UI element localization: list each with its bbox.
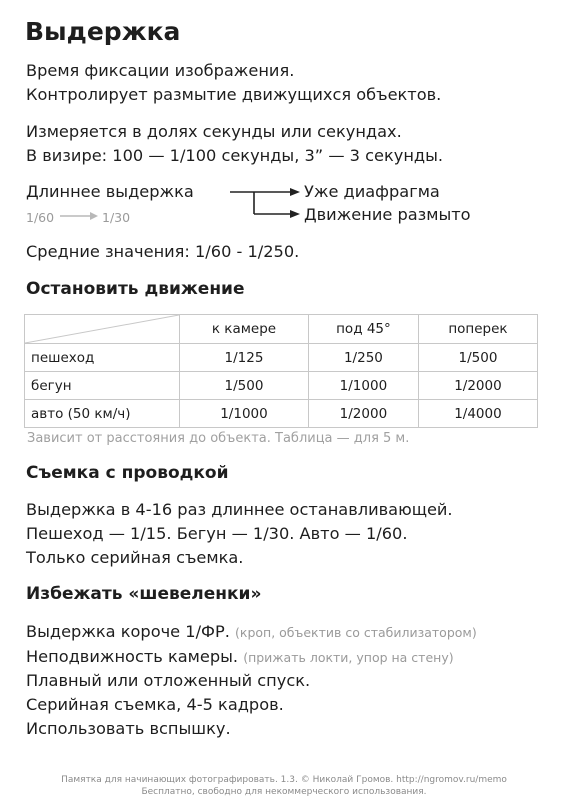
- table-note: Зависит от расстояния до объекта. Таблица — для 5 м.: [27, 431, 410, 446]
- row-label: авто (50 км/ч): [25, 400, 180, 428]
- table-cell: 1/4000: [418, 400, 537, 428]
- effect-aperture: Уже диафрагма: [304, 182, 440, 201]
- stop-motion-table: [24, 314, 538, 428]
- footer-line-2: Бесплатно, свободно для некоммерческого использования.: [141, 787, 427, 797]
- shake-item-4: Серийная съемка, 4-5 кадров.: [26, 695, 284, 714]
- table-header-row: [25, 315, 538, 344]
- shake-item-1-hint: (кроп, объектив со стабилизатором): [235, 625, 477, 640]
- table-row: [25, 372, 538, 400]
- shake-item-1: [26, 621, 477, 644]
- panning-heading: Съемка с проводкой: [26, 463, 229, 483]
- intro-line-1: Время фиксации изображения.: [26, 61, 295, 80]
- table-cell: 1/500: [418, 344, 537, 372]
- page-title: Выдержка: [25, 17, 181, 46]
- stop-motion-heading: Остановить движение: [26, 279, 245, 299]
- diagonal-line: [25, 315, 179, 343]
- shake-item-1-text: Выдержка короче 1/ФР.: [26, 622, 230, 641]
- shutter-to: 1/30: [102, 210, 131, 225]
- row-label: бегун: [25, 372, 180, 400]
- table-row: [25, 400, 538, 428]
- table-cell: 1/250: [308, 344, 418, 372]
- shake-item-2: [26, 646, 454, 669]
- column-header: к камере: [180, 315, 309, 344]
- shake-item-2-hint: (прижать локти, упор на стену): [243, 650, 454, 665]
- average-values: Средние значения: 1/60 - 1/250.: [26, 242, 300, 261]
- table-cell: 1/1000: [308, 372, 418, 400]
- panning-line-3: Только серийная съемка.: [26, 548, 244, 567]
- measure-line-2: В визире: 100 — 1/100 секунды, 3” — 3 секунды.: [26, 146, 444, 165]
- table-cell: 1/1000: [180, 400, 309, 428]
- column-header: поперек: [418, 315, 537, 344]
- arrow-right-icon: [56, 209, 100, 223]
- panning-line-2: Пешеход — 1/15. Бегун — 1/30. Авто — 1/60.: [26, 524, 408, 543]
- intro-line-2: Контролирует размытие движущихся объектов.: [26, 85, 442, 104]
- effect-motion-blur: Движение размыто: [304, 205, 471, 224]
- footer-line-1: Памятка для начинающих фотографировать. 1.3. © Николай Громов. http://ngromov.ru/memo: [61, 775, 507, 785]
- shake-item-3: Плавный или отложенный спуск.: [26, 671, 311, 690]
- table-cell: 1/500: [180, 372, 309, 400]
- diagonal-header-cell: [25, 315, 180, 344]
- column-header: под 45°: [308, 315, 418, 344]
- shake-heading: Избежать «шевеленки»: [26, 584, 262, 604]
- longer-shutter-label: Длиннее выдержка: [26, 182, 194, 201]
- branch-arrow-icon: [228, 183, 302, 223]
- table-cell: 1/2000: [308, 400, 418, 428]
- table-row: [25, 344, 538, 372]
- table-cell: 1/125: [180, 344, 309, 372]
- shutter-from: 1/60: [26, 210, 55, 225]
- shake-item-2-text: Неподвижность камеры.: [26, 647, 239, 666]
- shake-item-5: Использовать вспышку.: [26, 719, 231, 738]
- measure-line-1: Измеряется в долях секунды или секундах.: [26, 122, 402, 141]
- table-cell: 1/2000: [418, 372, 537, 400]
- row-label: пешеход: [25, 344, 180, 372]
- panning-line-1: Выдержка в 4-16 раз длиннее останавливающей.: [26, 500, 453, 519]
